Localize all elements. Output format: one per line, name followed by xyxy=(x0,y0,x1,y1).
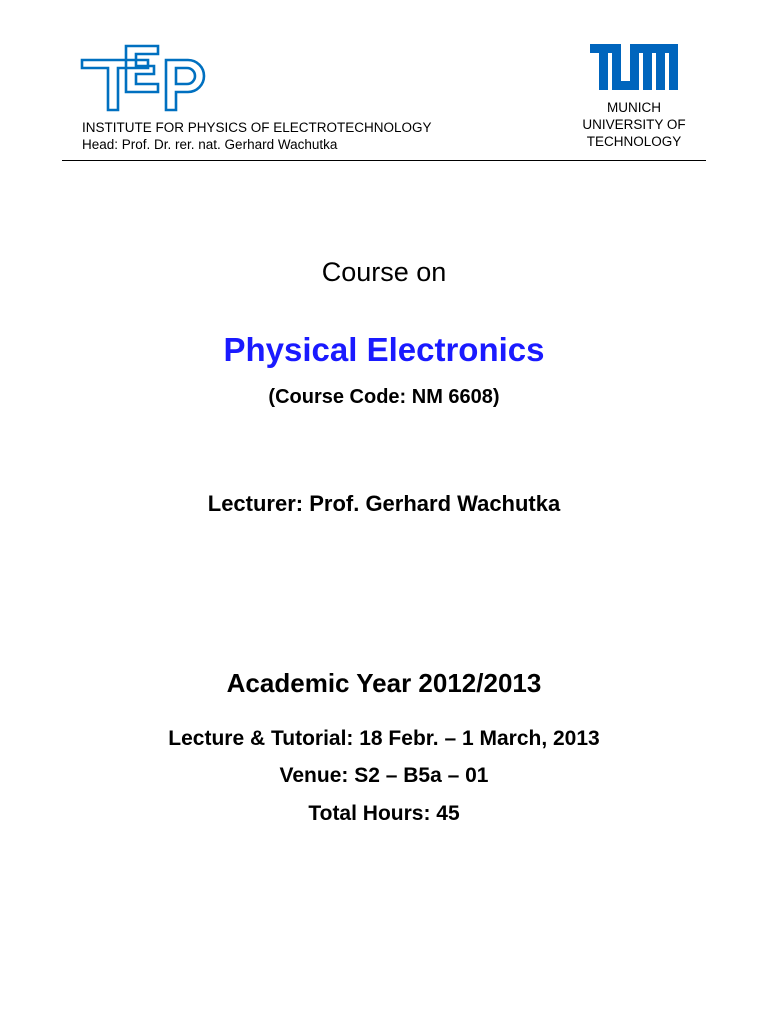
course-intro: Course on xyxy=(321,257,447,287)
lecture-dates: Lecture & Tutorial: 18 Febr. – 1 March, 2013 xyxy=(168,727,600,750)
venue: Venue: S2 – B5a – 01 xyxy=(279,764,489,787)
course-title: Physical Electronics xyxy=(223,331,545,368)
course-code: (Course Code: NM 6608) xyxy=(268,386,500,408)
tep-logo-icon xyxy=(80,42,212,114)
institute-info xyxy=(82,119,432,153)
university-name xyxy=(560,99,708,150)
institute-head: Head: Prof. Dr. rer. nat. Gerhard Wachutka xyxy=(82,137,338,152)
header-divider xyxy=(62,160,706,161)
university-line: TECHNOLOGY xyxy=(586,134,682,149)
lecturer: Lecturer: Prof. Gerhard Wachutka xyxy=(207,491,561,516)
academic-year: Academic Year 2012/2013 xyxy=(226,668,542,698)
total-hours: Total Hours: 45 xyxy=(308,802,460,825)
university-line: MUNICH xyxy=(607,100,661,115)
university-line: UNIVERSITY OF xyxy=(582,117,686,132)
tum-logo-icon xyxy=(590,44,678,90)
institute-name: INSTITUTE FOR PHYSICS OF ELECTROTECHNOLOGY xyxy=(82,120,432,135)
